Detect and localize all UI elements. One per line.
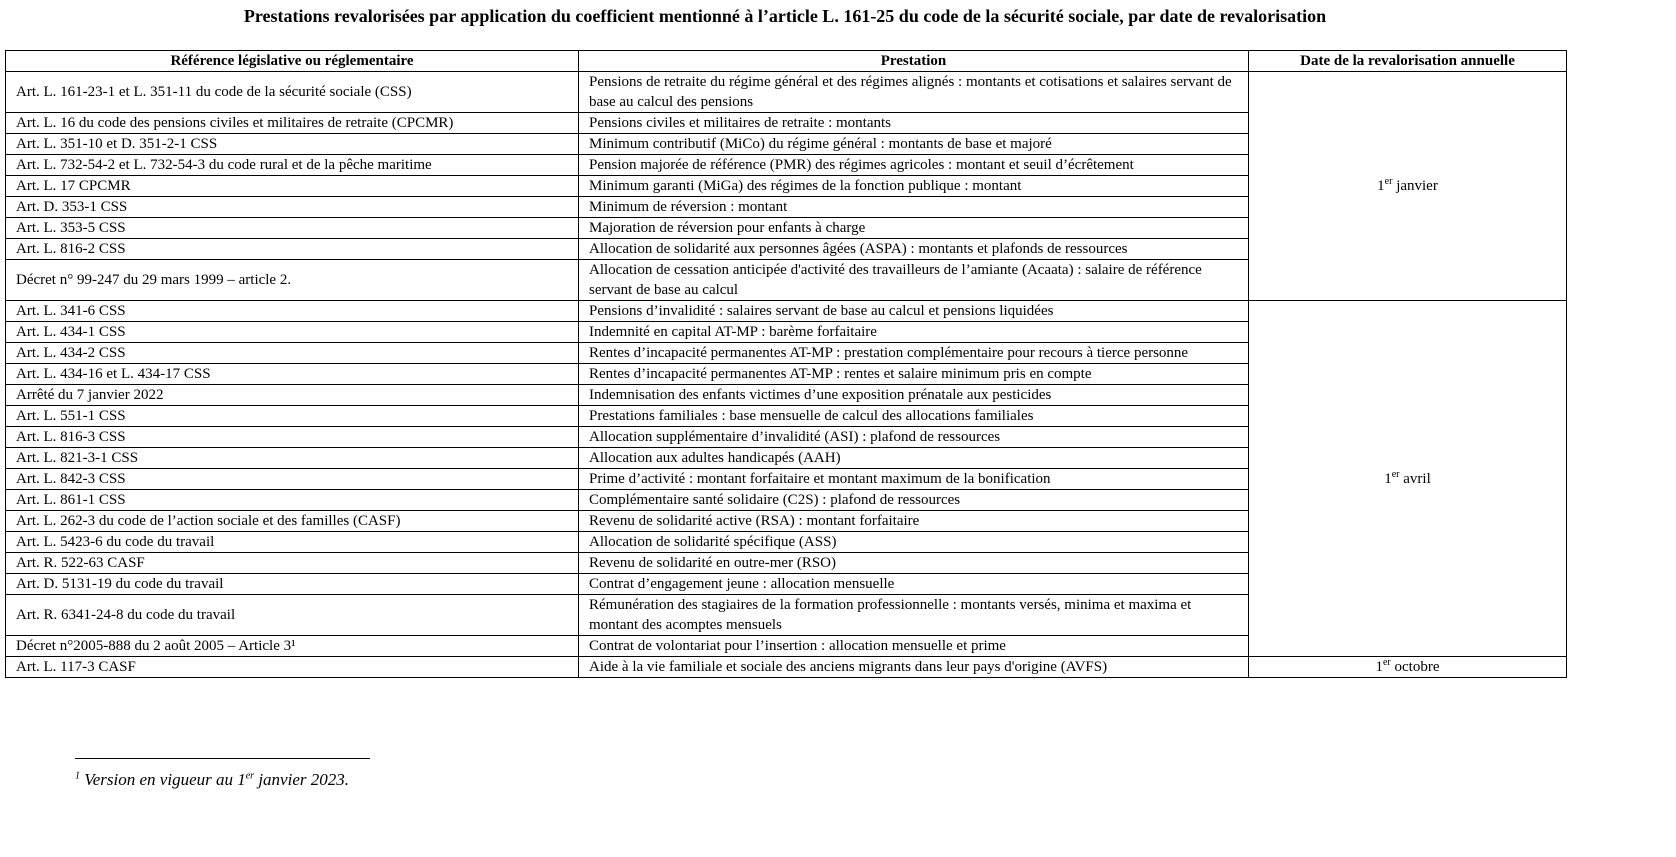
reference-cell: Art. L. 732-54-2 et L. 732-54-3 du code rural et de la pêche maritime: [6, 155, 579, 176]
page-title: Prestations revalorisées par application du coefficient mentionné à l’article L. 161-25 du code de la sécurité sociale, par date de revalorisation: [243, 6, 1327, 26]
reference-cell: Art. R. 6341-24-8 du code du travail: [6, 595, 579, 636]
prestation-cell: Prime d’activité : montant forfaitaire et montant maximum de la bonification: [579, 469, 1249, 490]
reference-cell: Art. R. 522-63 CASF: [6, 553, 579, 574]
header-reference: Référence législative ou réglementaire: [6, 51, 579, 72]
reference-cell: Art. L. 351-10 et D. 351-2-1 CSS: [6, 134, 579, 155]
prestation-cell: Allocation de solidarité aux personnes âgées (ASPA) : montants et plafonds de ressources: [579, 239, 1249, 260]
footnote-text: Version en vigueur au 1: [80, 770, 246, 789]
date-cell: [1249, 72, 1567, 301]
table-row: [6, 301, 1567, 322]
reference-cell: Art. L. 816-2 CSS: [6, 239, 579, 260]
date-num: 1: [1384, 470, 1392, 487]
reference-cell: Art. D. 353-1 CSS: [6, 197, 579, 218]
reference-cell: Art. L. 117-3 CASF: [6, 657, 579, 678]
reference-cell: Art. L. 5423-6 du code du travail: [6, 532, 579, 553]
prestation-cell: Indemnité en capital AT-MP : barème forfaitaire: [579, 322, 1249, 343]
reference-cell: Art. L. 262-3 du code de l’action sociale et des familles (CASF): [6, 511, 579, 532]
prestation-cell: Complémentaire santé solidaire (C2S) : plafond de ressources: [579, 490, 1249, 511]
date-cell: [1249, 301, 1567, 657]
prestation-cell: Contrat de volontariat pour l’insertion : allocation mensuelle et prime: [579, 636, 1249, 657]
reference-cell: Décret n° 99-247 du 29 mars 1999 – article 2.: [6, 260, 579, 301]
footnote-sup: er: [245, 770, 255, 782]
date-num: 1: [1377, 178, 1385, 194]
prestation-cell: Contrat d’engagement jeune : allocation mensuelle: [579, 574, 1249, 595]
reference-cell: Art. D. 5131-19 du code du travail: [6, 574, 579, 595]
prestation-cell: Aide à la vie familiale et sociale des anciens migrants dans leur pays d'origine (AVFS): [579, 657, 1249, 678]
reference-cell: Art. L. 434-16 et L. 434-17 CSS: [6, 364, 579, 385]
prestation-cell: Prestations familiales : base mensuelle de calcul des allocations familiales: [579, 406, 1249, 427]
table-row: [6, 72, 1567, 113]
footnote-divider: [75, 758, 370, 759]
prestation-cell: Revenu de solidarité active (RSA) : montant forfaitaire: [579, 511, 1249, 532]
prestation-cell: Minimum de réversion : montant: [579, 197, 1249, 218]
prestation-cell: Minimum garanti (MiGa) des régimes de la fonction publique : montant: [579, 176, 1249, 197]
table-body: [6, 72, 1567, 678]
date-sup: er: [1391, 468, 1400, 480]
reference-cell: Art. L. 861-1 CSS: [6, 490, 579, 511]
prestation-cell: Minimum contributif (MiCo) du régime général : montants de base et majoré: [579, 134, 1249, 155]
date-sup: er: [1382, 657, 1391, 668]
reference-cell: Arrêté du 7 janvier 2022: [6, 385, 579, 406]
prestation-cell: Rémunération des stagiaires de la formation professionnelle : montants versés, minima et maxima et montant des acomptes mensuels: [579, 595, 1249, 636]
prestation-cell: Allocation supplémentaire d’invalidité (ASI) : plafond de ressources: [579, 427, 1249, 448]
reference-cell: Art. L. 16 du code des pensions civiles et militaires de retraite (CPCMR): [6, 113, 579, 134]
date-sup: er: [1384, 176, 1393, 187]
prestation-cell: Indemnisation des enfants victimes d’une exposition prénatale aux pesticides: [579, 385, 1249, 406]
footnote-mark: 1: [75, 770, 80, 782]
prestation-cell: Pensions civiles et militaires de retraite : montants: [579, 113, 1249, 134]
header-prestation: Prestation: [579, 51, 1249, 72]
reference-cell: Art. L. 17 CPCMR: [6, 176, 579, 197]
date-text: octobre: [1390, 659, 1440, 675]
prestation-cell: Pensions d’invalidité : salaires servant de base au calcul et pensions liquidées: [579, 301, 1249, 322]
reference-cell: Art. L. 816-3 CSS: [6, 427, 579, 448]
reference-cell: Art. L. 341-6 CSS: [6, 301, 579, 322]
prestation-cell: Rentes d’incapacité permanentes AT-MP : rentes et salaire minimum pris en compte: [579, 364, 1249, 385]
prestation-cell: Majoration de réversion pour enfants à charge: [579, 218, 1249, 239]
prestation-cell: Pensions de retraite du régime général et des régimes alignés : montants et cotisations et salaires servant de base au calcul des pensions: [579, 72, 1249, 113]
reference-cell: Art. L. 434-2 CSS: [6, 343, 579, 364]
reference-cell: Décret n°2005-888 du 2 août 2005 – Article 3¹: [6, 636, 579, 657]
prestation-cell: Allocation de cessation anticipée d'activité des travailleurs de l’amiante (Acaata) : salaire de référence servant de base au calcul: [579, 260, 1249, 301]
footnote-text-end: janvier 2023.: [254, 770, 349, 789]
prestation-cell: Pension majorée de référence (PMR) des régimes agricoles : montant et seuil d’écrêtement: [579, 155, 1249, 176]
revalorisation-table: [5, 50, 1567, 678]
prestation-cell: Allocation aux adultes handicapés (AAH): [579, 448, 1249, 469]
date-num: 1: [1375, 659, 1383, 675]
table-row: [6, 657, 1567, 678]
prestation-cell: Revenu de solidarité en outre-mer (RSO): [579, 553, 1249, 574]
date-text: janvier: [1392, 178, 1438, 194]
reference-cell: Art. L. 434-1 CSS: [6, 322, 579, 343]
reference-cell: Art. L. 821-3-1 CSS: [6, 448, 579, 469]
reference-cell: Art. L. 353-5 CSS: [6, 218, 579, 239]
date-text: avril: [1399, 470, 1431, 487]
reference-cell: Art. L. 161-23-1 et L. 351-11 du code de la sécurité sociale (CSS): [6, 72, 579, 113]
reference-cell: Art. L. 842-3 CSS: [6, 469, 579, 490]
header-date: Date de la revalorisation annuelle: [1249, 51, 1567, 72]
date-cell: [1249, 657, 1567, 678]
prestation-cell: Allocation de solidarité spécifique (ASS): [579, 532, 1249, 553]
reference-cell: Art. L. 551-1 CSS: [6, 406, 579, 427]
table-header-row: [6, 51, 1567, 72]
prestation-cell: Rentes d’incapacité permanentes AT-MP : prestation complémentaire pour recours à tierce personne: [579, 343, 1249, 364]
footnote: [75, 770, 349, 790]
